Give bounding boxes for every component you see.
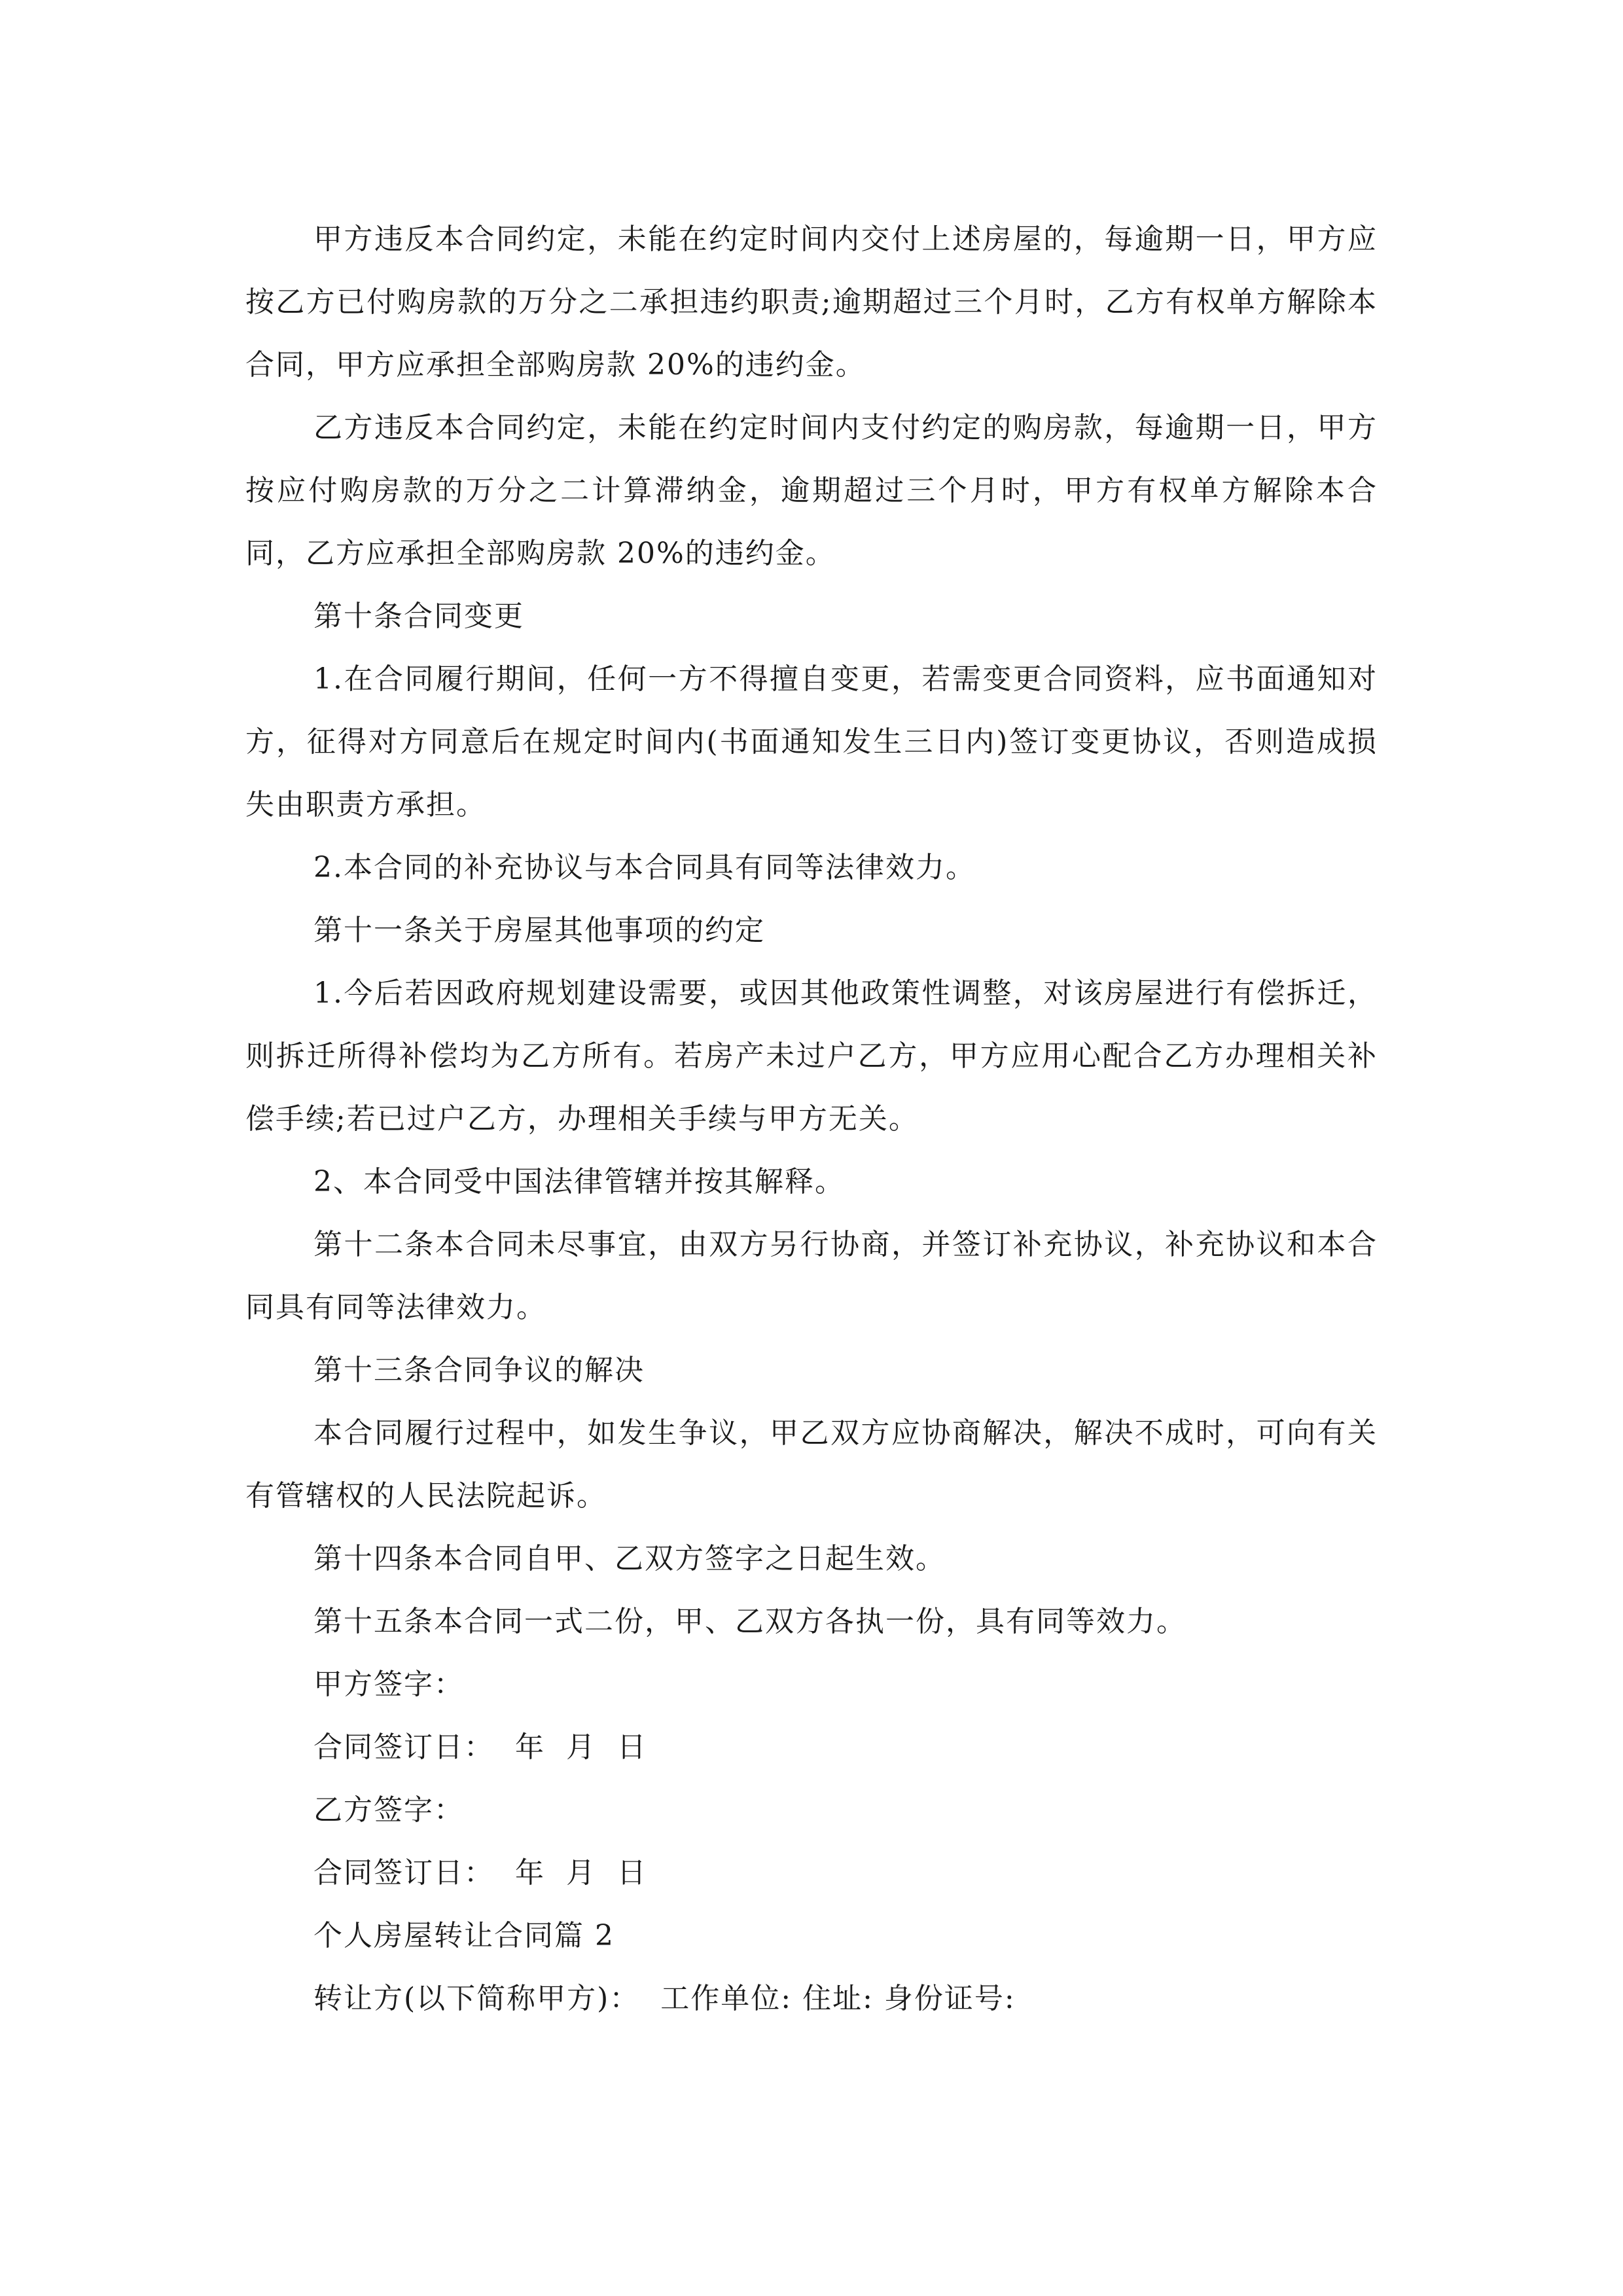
article-11-item-2: 2、本合同受中国法律管辖并按其解释。 [313, 1165, 845, 1198]
article-10-item-1: 1.在合同履行期间，任何一方不得擅自变更，若需变更合同资料，应书面通知对方，征得对方同意后在规定时间内(书面通知发生三日内)签订变更协议，否则造成损失由职责方承担。 [245, 662, 1378, 821]
party-a-signature-label: 甲方签字： [313, 1668, 464, 1701]
article-10-item-2: 2.本合同的补充协议与本合同具有同等法律效力。 [313, 851, 976, 884]
article-14: 第十四条本合同自甲、乙双方签字之日起生效。 [313, 1542, 946, 1575]
article-15: 第十五条本合同一式二份，甲、乙双方各执一份，具有同等效力。 [313, 1605, 1186, 1638]
document-body [245, 208, 1378, 2030]
party-a-sign-date: 合同签订日： 年 月 日 [313, 1731, 647, 1764]
party-b-sign-date: 合同签订日： 年 月 日 [313, 1856, 647, 1890]
article-13-heading: 第十三条合同争议的解决 [313, 1354, 645, 1387]
contract-2-title: 个人房屋转让合同篇 2 [313, 1919, 615, 1952]
article-11-heading: 第十一条关于房屋其他事项的约定 [313, 914, 765, 947]
party-b-signature-label: 乙方签字： [313, 1793, 464, 1827]
article-13-body: 本合同履行过程中，如发生争议，甲乙双方应协商解决，解决不成时，可向有关有管辖权的人民法院起诉。 [245, 1416, 1378, 1513]
article-10-heading: 第十条合同变更 [313, 600, 524, 633]
clause-party-a-breach: 甲方违反本合同约定，未能在约定时间内交付上述房屋的，每逾期一日，甲方应按乙方已付购房款的万分之二承担违约职责;逾期超过三个月时，乙方有权单方解除本合同，甲方应承担全部购房款 20%的违约金。 [245, 223, 1378, 382]
article-11-item-1: 1.今后若因政府规划建设需要，或因其他政策性调整，对该房屋进行有偿拆迁，则拆迁所得补偿均为乙方所有。若房产未过户乙方，甲方应用心配合乙方办理相关补偿手续;若已过户乙方，办理相关手续与甲方无关。 [245, 977, 1378, 1136]
transferor-info-line: 转让方(以下简称甲方)： 工作单位: 住址: 身份证号: [313, 1982, 1016, 2015]
article-12: 第十二条本合同未尽事宜，由双方另行协商，并签订补充协议，补充协议和本合同具有同等法律效力。 [245, 1228, 1378, 1324]
clause-party-b-breach: 乙方违反本合同约定，未能在约定时间内支付约定的购房款，每逾期一日，甲方按应付购房款的万分之二计算滞纳金，逾期超过三个月时，甲方有权单方解除本合同，乙方应承担全部购房款 20%的违约金。 [245, 411, 1378, 570]
